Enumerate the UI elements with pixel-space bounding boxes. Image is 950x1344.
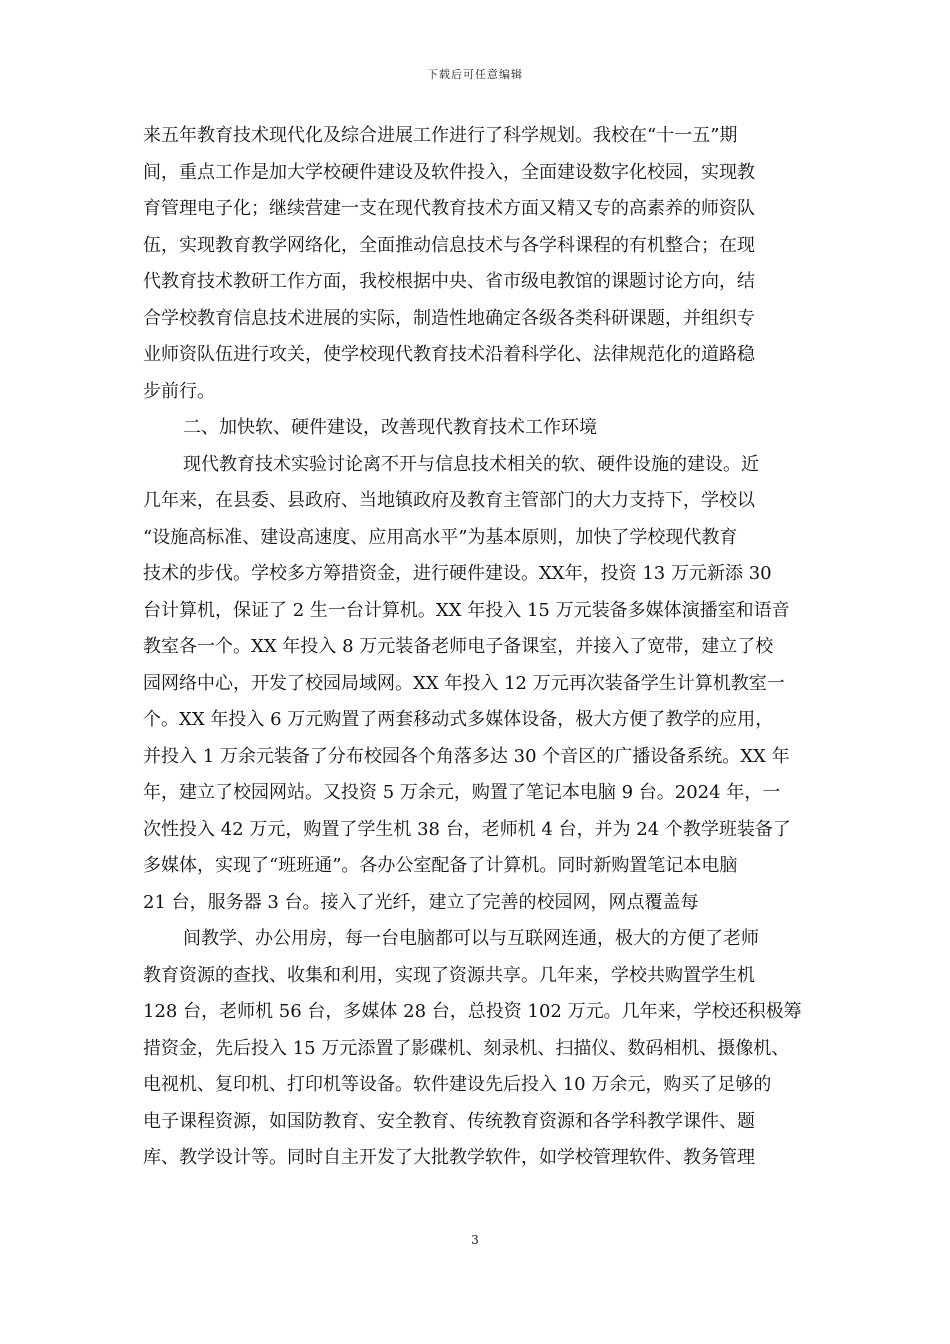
text-line: 伍，实现教育教学网络化，全面推动信息技术与各学科课程的有机整合；在现 [143,234,755,256]
text-line: 台计算机，保证了 2 生一台计算机。XX 年投入 15 万元装备多媒体演播室和语音 [143,599,790,621]
text-line: 电子课程资源，如国防教育、安全教育、传统教育资源和各学科教学课件、题 [143,1110,755,1132]
text-line: 教育资源的查找、收集和利用，实现了资源共享。几年来，学校共购置学生机 [143,964,755,986]
header-note: 下载后可任意编辑 [427,68,523,81]
text-line: 来五年教育技术现代化及综合进展工作进行了科学规划。我校在“十一五”期 [143,125,738,146]
text-line: 业师资队伍进行攻关，使学校现代教育技术沿着科学化、法律规范化的道路稳 [143,344,755,365]
page-number: 3 [471,1233,479,1247]
text-line: 电视机、复印机、打印机等设备。软件建设先后投入 10 万余元，购买了足够的 [143,1074,772,1095]
text-line: 园网络中心，开发了校园局域网。XX 年投入 12 万元再次装备学生计算机教室一 [143,672,785,694]
text-line: 128 台，老师机 56 台，多媒体 28 台，总投资 102 万元。几年来，学校还积极筹 [143,1001,802,1022]
text-line: 合学校教育信息技术进展的实际，制造性地确定各级各类科研课题，并组织专 [143,307,755,329]
text-line: 步前行。 [143,380,215,402]
text-line: 个。XX 年投入 6 万元购置了两套移动式多媒体设备，极大方便了教学的应用， [143,709,774,730]
text-line: “设施高标准、建设高速度、应用高水平”为基本原则，加快了学校现代教育 [143,526,738,548]
text-line: 并投入 1 万余元装备了分布校园各个角落多达 30 个音区的广播设备系统。XX 年 [143,745,790,767]
text-line: 现代教育技术实验讨论离不开与信息技术相关的软、硬件设施的建设。近 [183,453,759,475]
text-line: 措资金，先后投入 15 万元添置了影碟机、刻录机、扫描仪、数码相机、摄像机、 [143,1037,790,1059]
text-line: 次性投入 42 万元，购置了学生机 38 台，老师机 4 台，并为 24 个教学班装备了 [143,818,791,840]
text-line: 年，建立了校园网站。又投资 5 万余元，购置了笔记本电脑 9 台。2024 年，一 [143,782,781,803]
text-line: 间，重点工作是加大学校硬件建设及软件投入，全面建设数字化校园，实现教 [143,161,755,183]
text-line: 几年来，在县委、县政府、当地镇政府及教育主管部门的大力支持下，学校以 [143,490,755,511]
text-line: 技术的步伐。学校多方筹措资金，进行硬件建设。XX年，投资 13 万元新添 30 [143,563,772,584]
text-line: 库、教学设计等。同时自主开发了大批教学软件，如学校管理软件、教务管理 [143,1147,755,1168]
text-line: 育管理电子化；继续营建一支在现代教育技术方面又精又专的高素养的师资队 [143,198,755,219]
section-heading: 二、加快软、硬件建设，改善现代教育技术工作环境 [183,417,597,438]
body-text [143,118,811,1177]
text-line: 代教育技术教研工作方面，我校根据中央、省市级电教馆的课题讨论方向，结 [143,271,755,292]
text-line: 教室各一个。XX 年投入 8 万元装备老师电子备课室，并接入了宽带，建立了校 [143,636,774,657]
text-line: 21 台，服务器 3 台。接入了光纤，建立了完善的校园网，网点覆盖每 [143,891,699,913]
text-line: 多媒体，实现了“班班通”。各办公室配备了计算机。同时新购置笔记本电脑 [143,855,738,876]
text-line: 间教学、办公用房，每一台电脑都可以与互联网连通，极大的方便了老师 [183,928,759,949]
